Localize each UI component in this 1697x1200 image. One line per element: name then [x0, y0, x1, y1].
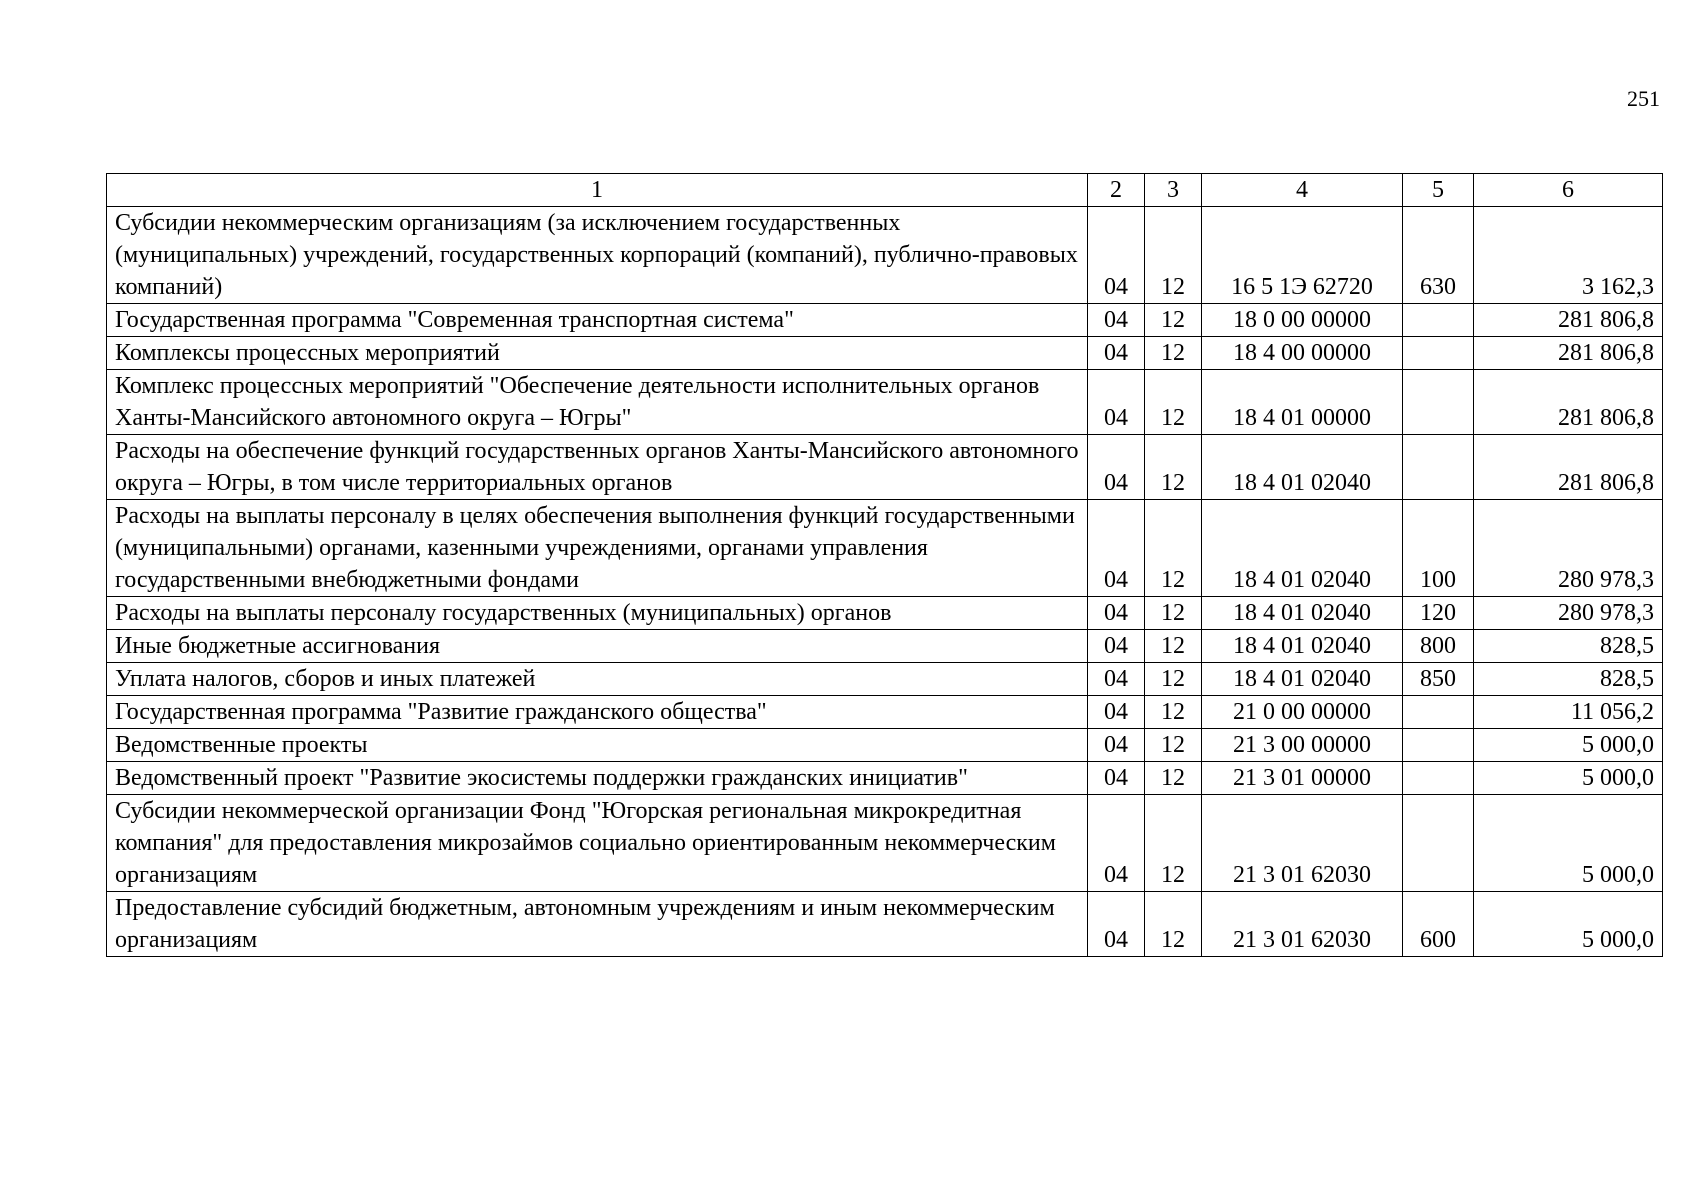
row-subsection: 12 [1145, 729, 1202, 762]
row-amount: 5 000,0 [1474, 795, 1663, 892]
row-name: Ведомственный проект "Развитие экосистемы поддержки гражданских инициатив" [107, 762, 1088, 795]
table-row [107, 304, 1663, 337]
table-row [107, 337, 1663, 370]
row-subsection: 12 [1145, 795, 1202, 892]
row-section: 04 [1088, 630, 1145, 663]
row-section: 04 [1088, 500, 1145, 597]
column-header-5: 5 [1403, 174, 1474, 207]
row-amount: 5 000,0 [1474, 762, 1663, 795]
row-name: Комплекс процессных мероприятий "Обеспечение деятельности исполнительных органов Ханты-Мансийского автономного округа – Югры" [107, 370, 1088, 435]
row-target-article: 18 4 01 02040 [1202, 500, 1403, 597]
row-target-article: 21 0 00 00000 [1202, 696, 1403, 729]
row-section: 04 [1088, 207, 1145, 304]
row-expense-type: 600 [1403, 892, 1474, 957]
row-amount: 5 000,0 [1474, 892, 1663, 957]
row-section: 04 [1088, 337, 1145, 370]
row-subsection: 12 [1145, 663, 1202, 696]
row-target-article: 18 4 01 02040 [1202, 435, 1403, 500]
row-expense-type [1403, 762, 1474, 795]
row-target-article: 18 4 01 02040 [1202, 597, 1403, 630]
table-row [107, 435, 1663, 500]
row-amount: 5 000,0 [1474, 729, 1663, 762]
row-name: Государственная программа "Развитие гражданского общества" [107, 696, 1088, 729]
row-subsection: 12 [1145, 630, 1202, 663]
row-target-article: 21 3 01 00000 [1202, 762, 1403, 795]
row-name: Расходы на обеспечение функций государственных органов Ханты-Мансийского автономного округа – Югры, в том числе территориальных органов [107, 435, 1088, 500]
row-name: Ведомственные проекты [107, 729, 1088, 762]
row-expense-type [1403, 795, 1474, 892]
row-amount: 280 978,3 [1474, 500, 1663, 597]
row-expense-type: 120 [1403, 597, 1474, 630]
row-name: Расходы на выплаты персоналу государственных (муниципальных) органов [107, 597, 1088, 630]
row-amount: 280 978,3 [1474, 597, 1663, 630]
row-amount: 281 806,8 [1474, 304, 1663, 337]
row-expense-type [1403, 370, 1474, 435]
row-target-article: 18 4 00 00000 [1202, 337, 1403, 370]
row-name: Комплексы процессных мероприятий [107, 337, 1088, 370]
row-expense-type [1403, 337, 1474, 370]
row-subsection: 12 [1145, 762, 1202, 795]
row-expense-type: 800 [1403, 630, 1474, 663]
row-section: 04 [1088, 729, 1145, 762]
table-row [107, 630, 1663, 663]
column-header-4: 4 [1202, 174, 1403, 207]
row-subsection: 12 [1145, 337, 1202, 370]
row-amount: 281 806,8 [1474, 337, 1663, 370]
row-section: 04 [1088, 696, 1145, 729]
table-row [107, 729, 1663, 762]
column-header-3: 3 [1145, 174, 1202, 207]
table-row [107, 370, 1663, 435]
table-row [107, 207, 1663, 304]
row-subsection: 12 [1145, 435, 1202, 500]
row-name: Уплата налогов, сборов и иных платежей [107, 663, 1088, 696]
table-header-row [107, 174, 1663, 207]
row-name: Государственная программа "Современная транспортная система" [107, 304, 1088, 337]
row-expense-type [1403, 304, 1474, 337]
row-target-article: 18 0 00 00000 [1202, 304, 1403, 337]
row-subsection: 12 [1145, 207, 1202, 304]
row-expense-type [1403, 696, 1474, 729]
table-row [107, 500, 1663, 597]
row-section: 04 [1088, 795, 1145, 892]
row-name: Расходы на выплаты персоналу в целях обеспечения выполнения функций государственными (муниципальными) органами, казенными учреждениями, органами управления государственными внебюджетными фондами [107, 500, 1088, 597]
row-section: 04 [1088, 435, 1145, 500]
row-target-article: 21 3 00 00000 [1202, 729, 1403, 762]
row-amount: 11 056,2 [1474, 696, 1663, 729]
row-amount: 828,5 [1474, 630, 1663, 663]
row-amount: 281 806,8 [1474, 435, 1663, 500]
row-target-article: 21 3 01 62030 [1202, 892, 1403, 957]
row-target-article: 16 5 1Э 62720 [1202, 207, 1403, 304]
row-amount: 828,5 [1474, 663, 1663, 696]
row-subsection: 12 [1145, 696, 1202, 729]
row-name: Иные бюджетные ассигнования [107, 630, 1088, 663]
page-number: 251 [1627, 86, 1660, 111]
row-section: 04 [1088, 304, 1145, 337]
row-section: 04 [1088, 370, 1145, 435]
row-name: Предоставление субсидий бюджетным, автономным учреждениям и иным некоммерческим организациям [107, 892, 1088, 957]
row-expense-type [1403, 729, 1474, 762]
row-section: 04 [1088, 597, 1145, 630]
row-amount: 3 162,3 [1474, 207, 1663, 304]
budget-table [106, 173, 1663, 957]
table-row [107, 663, 1663, 696]
row-target-article: 18 4 01 02040 [1202, 630, 1403, 663]
table-row [107, 892, 1663, 957]
column-header-1: 1 [107, 174, 1088, 207]
table-row [107, 696, 1663, 729]
row-amount: 281 806,8 [1474, 370, 1663, 435]
row-target-article: 21 3 01 62030 [1202, 795, 1403, 892]
row-expense-type [1403, 435, 1474, 500]
row-name: Субсидии некоммерческим организациям (за исключением государственных (муниципальных) учреждений, государственных корпораций (компаний), публично-правовых компаний) [107, 207, 1088, 304]
row-subsection: 12 [1145, 892, 1202, 957]
row-expense-type: 850 [1403, 663, 1474, 696]
row-target-article: 18 4 01 02040 [1202, 663, 1403, 696]
row-section: 04 [1088, 663, 1145, 696]
row-section: 04 [1088, 762, 1145, 795]
row-target-article: 18 4 01 00000 [1202, 370, 1403, 435]
row-section: 04 [1088, 892, 1145, 957]
row-expense-type: 100 [1403, 500, 1474, 597]
row-subsection: 12 [1145, 370, 1202, 435]
column-header-6: 6 [1474, 174, 1663, 207]
table-row [107, 597, 1663, 630]
row-subsection: 12 [1145, 500, 1202, 597]
table-row [107, 795, 1663, 892]
table-row [107, 762, 1663, 795]
column-header-2: 2 [1088, 174, 1145, 207]
row-subsection: 12 [1145, 304, 1202, 337]
row-name: Субсидии некоммерческой организации Фонд "Югорская региональная микрокредитная компания" для предоставления микрозаймов социально ориентированным некоммерческим организациям [107, 795, 1088, 892]
row-expense-type: 630 [1403, 207, 1474, 304]
row-subsection: 12 [1145, 597, 1202, 630]
